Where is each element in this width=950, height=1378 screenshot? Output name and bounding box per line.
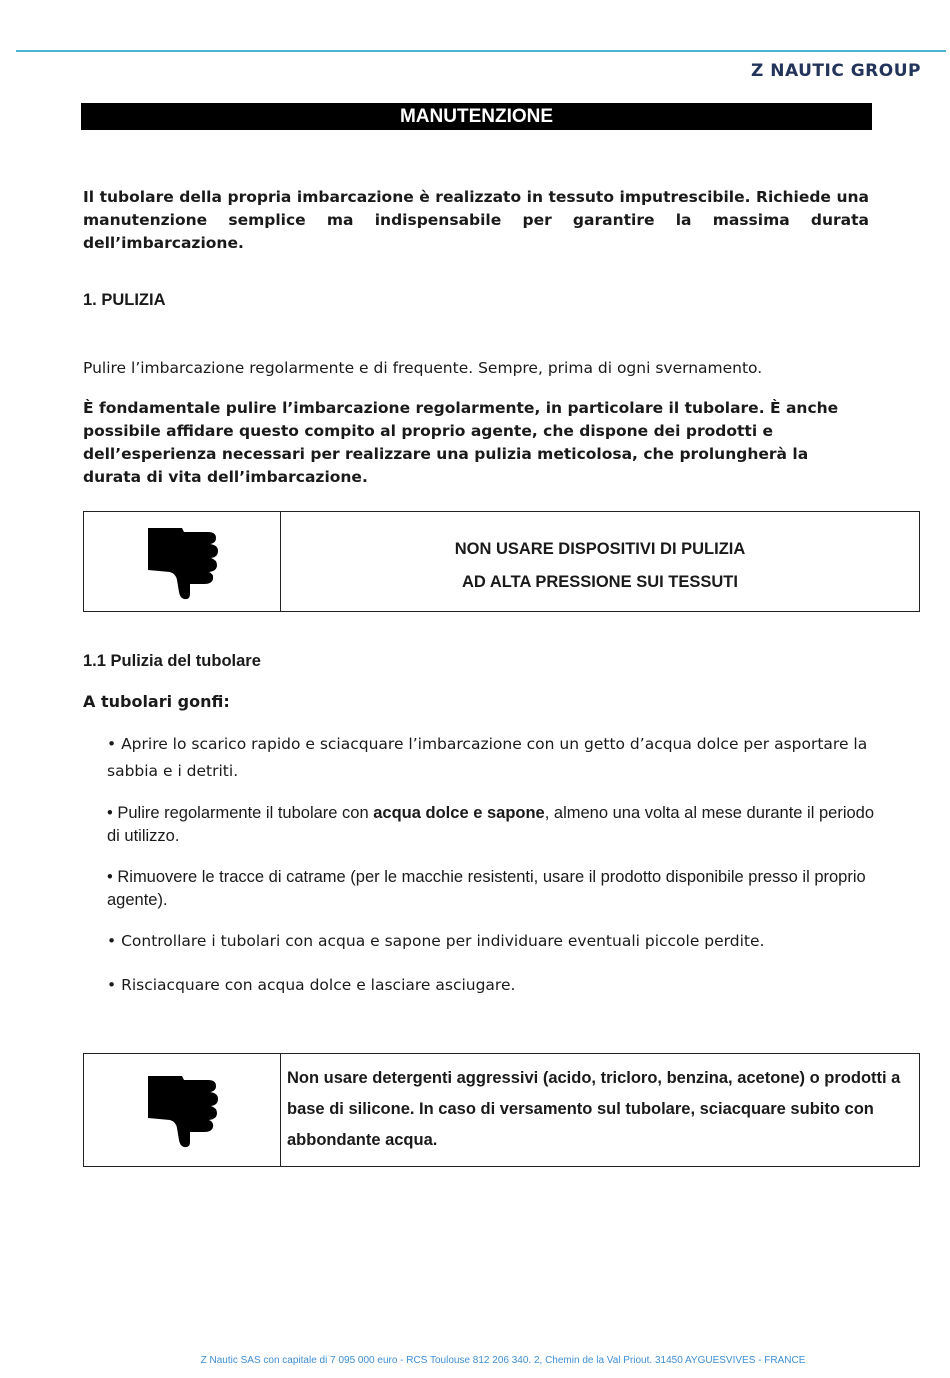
warning-icon-cell: [84, 1054, 281, 1166]
cleaning-paragraph-1-text: Pulire l’imbarcazione regolarmente e di frequente. Sempre, prima di ogni svernamento.: [83, 359, 763, 377]
header-rule: [16, 50, 946, 52]
warning-text-cell: [281, 512, 919, 611]
page-title: MANUTENZIONE: [81, 103, 872, 130]
page-footer: Z Nautic SAS con capitale di 7 095 000 euro - RCS Toulouse 812 206 340. 2, Chemin de la Val Priout. 31450 AYGUESVIVES - FRANCE: [200, 1355, 806, 1366]
section-heading-pulizia: 1. PULIZIA: [83, 291, 166, 309]
intro-text: Il tubolare della propria imbarcazione è realizzato in tessuto imputrescibile. Richiede una manutenzione semplice ma indispensabile per garantire la massima durata dell’imbarcazione.: [83, 188, 869, 252]
thumbs-down-icon: [144, 524, 220, 600]
cleaning-paragraph-2-body: pulire l’imbarcazione regolarmente, in particolare il tubolare. È anche possibile affidare questo compito al proprio agente, che dispone dei prodotti e dell’esperienza necessari per realizzare una pulizia meticolosa, che prolungherà la durata di vita dell’imbarcazione.: [83, 399, 839, 486]
cleaning-paragraph-2-text: [83, 397, 869, 489]
cleaning-paragraph-2-lead: È fondamentale: [83, 399, 221, 417]
warning-box-pressure: [83, 511, 920, 612]
bullet-item-tar: • Rimuovere le tracce di catrame (per le macchie resistenti, usare il prodotto disponibile presso il proprio agente).: [107, 868, 866, 909]
bullet-item-soap: [107, 802, 877, 848]
bullet-item-leaks: • Controllare i tubolari con acqua e sapone per individuare eventuali piccole perdite.: [107, 932, 765, 950]
cleaning-paragraph-2: [83, 397, 869, 489]
subsection-subheading: A tubolari gonfi:: [83, 692, 230, 711]
bullet-item-soap-pre: • Pulire regolarmente il tubolare con: [107, 804, 374, 822]
warning-line-1: NON USARE DISPOSITIVI DI PULIZIA: [454, 540, 746, 558]
intro-paragraph: [83, 186, 869, 255]
warning-line-2: AD ALTA PRESSIONE SUI TESSUTI: [462, 573, 738, 591]
warning-box-detergents: [83, 1053, 920, 1167]
warning-icon-cell: [84, 512, 281, 611]
brand-logo-text: Z NAUTIC GROUP: [751, 61, 921, 81]
thumbs-down-icon: [144, 1072, 220, 1148]
cleaning-paragraph-1: [83, 357, 883, 380]
bullet-item-soap-post: , almeno una volta al mese durante il periodo di utilizzo.: [107, 804, 875, 845]
bullet-item-rinse: • Aprire lo scarico rapido e sciacquare l’imbarcazione con un getto d’acqua dolce per asportare la sabbia e i detriti.: [107, 735, 868, 780]
subsection-heading: 1.1 Pulizia del tubolare: [83, 652, 261, 670]
bullet-item-dry: • Risciacquare con acqua dolce e lasciare asciugare.: [107, 976, 516, 994]
bullet-item-soap-bold: acqua dolce e sapone: [373, 804, 545, 822]
warning-text-cell: Non usare detergenti aggressivi (acido, tricloro, benzina, acetone) o prodotti a base di silicone. In caso di versamento sul tubolare, sciacquare subito con abbondante acqua.: [287, 1069, 901, 1149]
